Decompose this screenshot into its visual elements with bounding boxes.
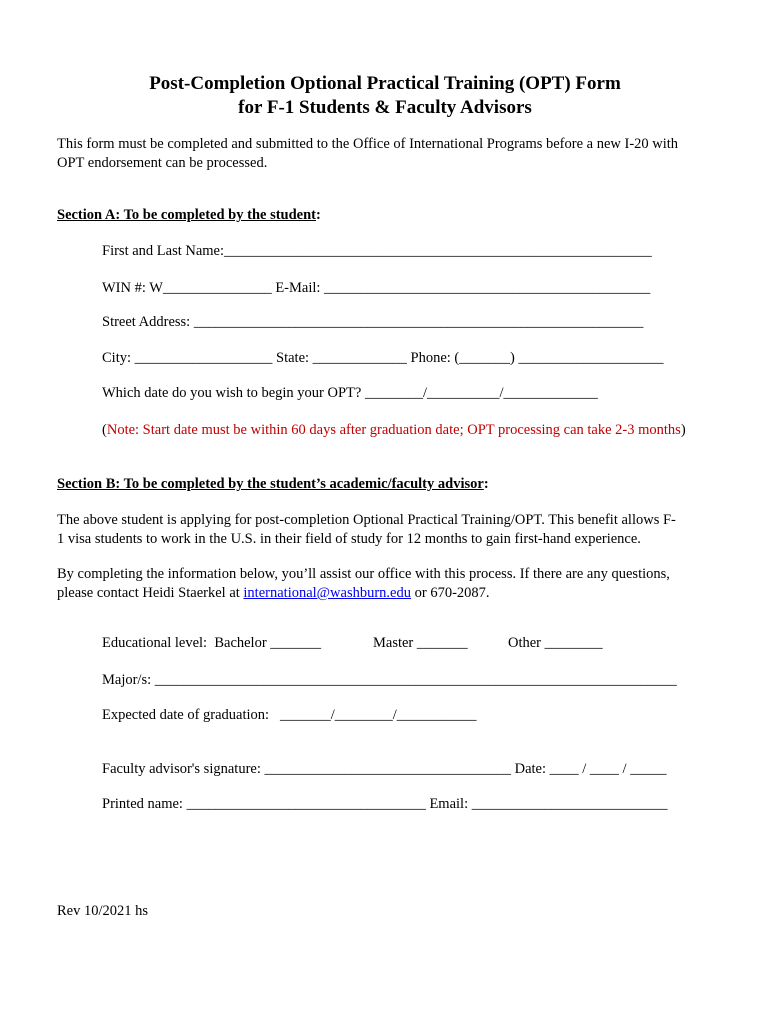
- intro-paragraph: [57, 135, 717, 173]
- majors-field[interactable]: Major/s: ________________________________________________________________________: [102, 672, 677, 688]
- advisor-para2-line-1: By completing the information below, you’ll assist our office with this process. If there are any questions,: [57, 566, 670, 582]
- education-other-field[interactable]: Other ________: [508, 635, 603, 651]
- opt-start-date-field[interactable]: Which date do you wish to begin your OPT? ________/__________/_____________: [102, 385, 598, 401]
- start-date-note: [102, 422, 686, 439]
- advisor-paragraph-2: [57, 565, 717, 603]
- intro-line-1: This form must be completed and submitted to the Office of International Programs before a new I-20 with: [57, 136, 679, 152]
- section-b-heading-text: Section B: To be completed by the student’s academic/faculty advisor: [57, 476, 484, 492]
- graduation-date-field[interactable]: Expected date of graduation: _______/________/___________: [102, 707, 477, 723]
- section-a-heading: [57, 207, 321, 224]
- education-bachelor-field[interactable]: Educational level: Bachelor _______: [102, 635, 322, 651]
- form-title-line-2: for F-1 Students & Faculty Advisors: [238, 97, 532, 118]
- note-close-paren: ): [680, 422, 686, 438]
- advisor-para1-line-2: 1 visa students to work in the U.S. in their field of study for 12 months to gain first-hand experience.: [57, 531, 641, 547]
- intro-line-2: OPT endorsement can be processed.: [57, 155, 268, 171]
- advisor-paragraph-1: [57, 511, 717, 549]
- section-a-heading-colon: :: [316, 207, 321, 223]
- section-b-heading-colon: :: [483, 476, 489, 492]
- city-state-phone-field[interactable]: City: ___________________ State: _____________ Phone: (_______) ____________________: [102, 350, 664, 366]
- form-title-line-1: Post-Completion Optional Practical Training (OPT) Form: [149, 73, 621, 94]
- advisor-signature-field[interactable]: Faculty advisor's signature: __________________________________ Date: ____ / ____ / _____: [102, 761, 667, 777]
- win-email-field[interactable]: WIN #: W_______________ E-Mail: _____________________________________________: [102, 280, 651, 296]
- revision-footer: Rev 10/2021 hs: [57, 903, 149, 919]
- advisor-para1-line-1: The above student is applying for post-completion Optional Practical Training/OPT. This benefit allows F-: [57, 512, 676, 528]
- contact-email-link[interactable]: international@washburn.edu: [243, 585, 411, 601]
- contact-text: please contact Heidi Staerkel at: [57, 585, 244, 601]
- note-open-paren: (: [102, 422, 107, 438]
- contact-phone-text: or 670-2087.: [410, 585, 490, 601]
- education-master-field[interactable]: Master _______: [373, 635, 468, 651]
- section-a-heading-text: Section A: To be completed by the student: [57, 207, 317, 223]
- advisor-para2-line-2: [57, 584, 717, 603]
- printed-name-email-field[interactable]: Printed name: _________________________________ Email: ___________________________: [102, 796, 668, 812]
- note-text: Note: Start date must be within 60 days after graduation date; OPT processing can take 2-3 months: [106, 422, 681, 438]
- first-last-name-field[interactable]: First and Last Name:___________________________________________________________: [102, 243, 652, 259]
- section-b-heading: [57, 476, 489, 493]
- street-address-field[interactable]: Street Address: ______________________________________________________________: [102, 314, 644, 330]
